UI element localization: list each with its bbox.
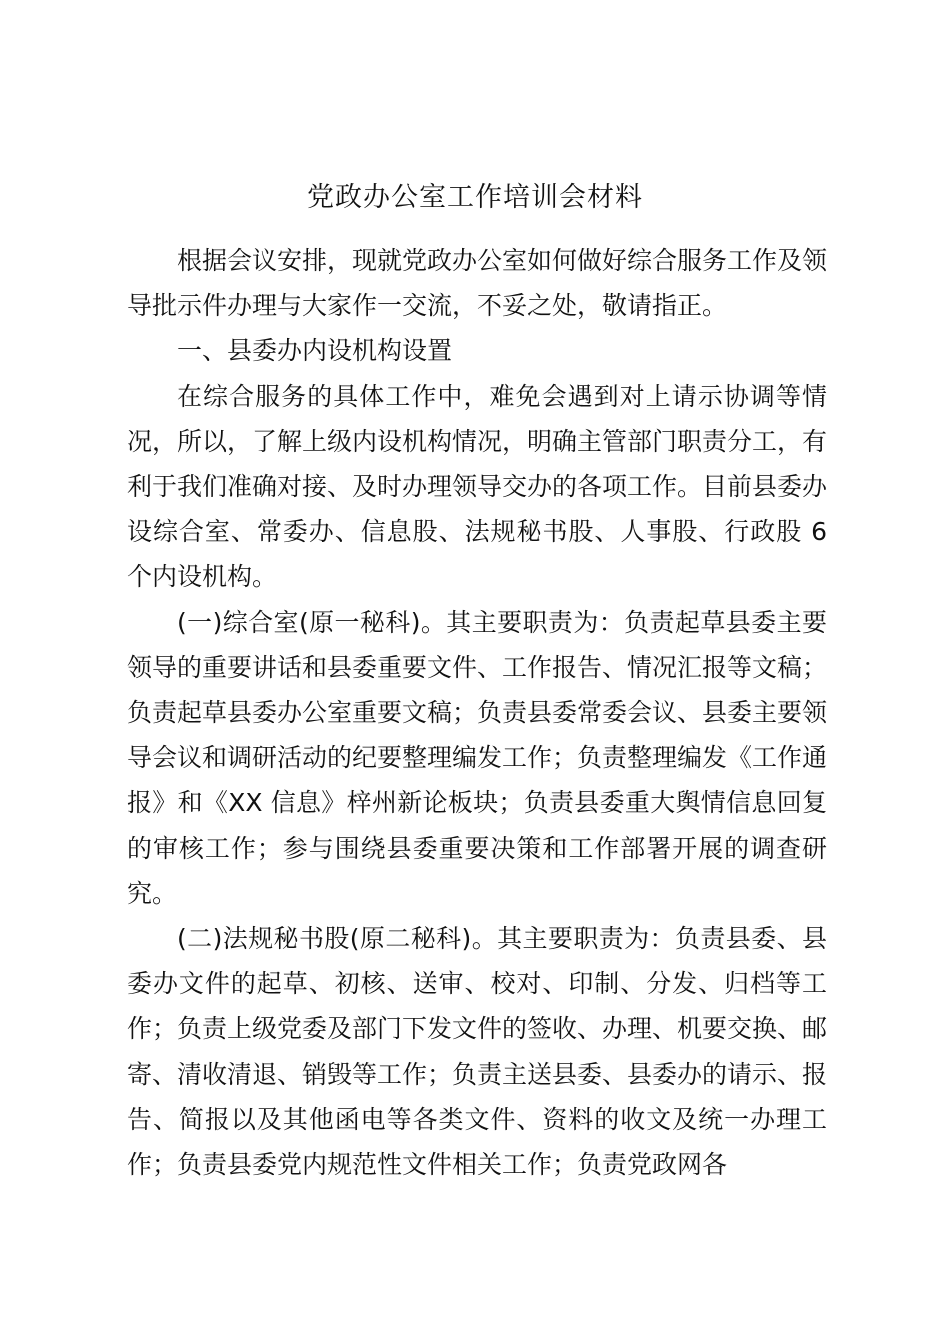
section-intro-paragraph: 在综合服务的具体工作中，难免会遇到对上请示协调等情况，所以，了解上级内设机构情况，明确主管部门职责分工，有利于我们准确对接、及时办理领导交办的各项工作。目前县委办设综合室、常委办、信息股、法规秘书股、人事股、行政股 6 个内设机构。 [127,381,828,592]
section-heading: 一、县委办内设机构设置 [177,336,453,366]
legal-secretary-paragraph: (二)法规秘书股(原二秘科)。其主要职责为：负责县委、县委办文件的起草、初核、送审、校对、印制、分发、归档等工作；负责上级党委及部门下发文件的签收、办理、机要交换、邮寄、清收清退、销毁等工作；负责主送县委、县委办的请示、报告、简报以及其他函电等各类文件、资料的收文及统一办理工作；负责县委党内规范性文件相关工作；负责党政网各 [127,924,828,1180]
intro-paragraph: 根据会议安排，现就党政办公室如何做好综合服务工作及领导批示件办理与大家作一交流，不妥之处，敬请指正。 [127,246,828,321]
document-title: 党政办公室工作培训会材料 [307,182,643,213]
comprehensive-office-paragraph: (一)综合室(原一秘科)。其主要职责为：负责起草县委主要领导的重要讲话和县委重要文件、工作报告、情况汇报等文稿；负责起草县委办公室重要文稿；负责县委常委会议、县委主要领导会议和调研活动的纪要整理编发工作；负责整理编发《工作通报》和《XX 信息》梓州新论板块；负责县委重大舆情信息回复的审核工作；参与围绕县委重要决策和工作部署开展的调查研究。 [127,607,828,908]
document-body [127,238,827,1187]
